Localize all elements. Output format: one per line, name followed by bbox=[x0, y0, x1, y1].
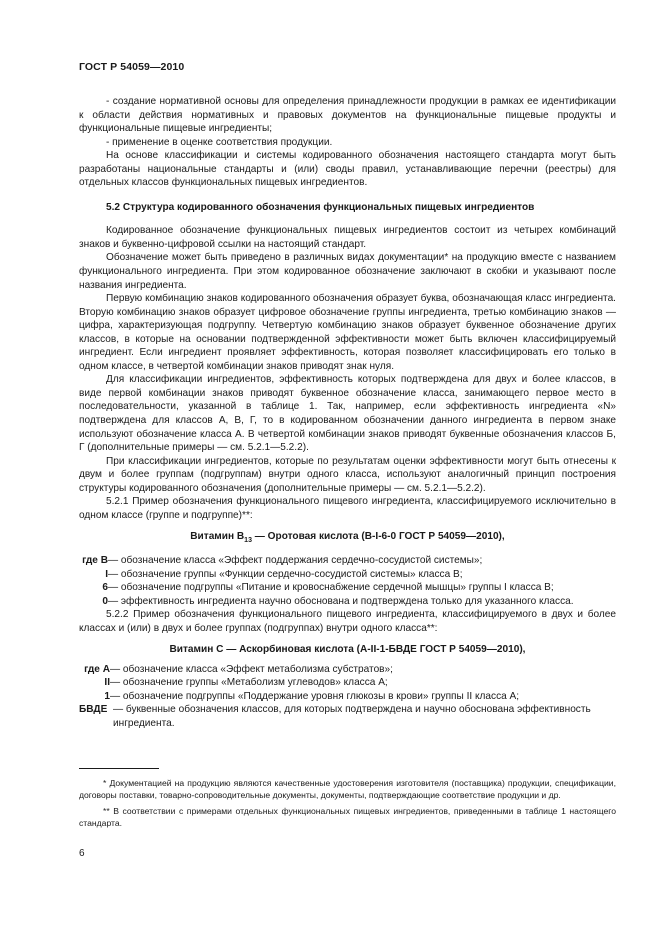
list-desc: — обозначение подгруппы «Питание и кровоснабжение сердечной мышцы» группы I класса В; bbox=[108, 582, 554, 594]
list-item bbox=[79, 581, 616, 595]
list-term: 0 bbox=[102, 595, 108, 607]
paragraph: Первую комбинацию знаков кодированного обозначения образует буква, обозначающая класс ингредиента. Вторую комбинацию знаков образует цифровое обозначение группы ингредиента, третью комбинацию знаков — цифра, характеризующая подгруппу. Четвертую комбинацию знаков образует буквенное обозначение других классов, в которые на основании подтвержденной эффективности может быть включен классифицируемый ингредиент. Если ингредиент проявляет эффективность, которая позволяет классифицировать его только в одном классе, в четвертой комбинации знаков приводят знак нуля. bbox=[79, 293, 616, 372]
list-term: БВДЕ bbox=[79, 704, 108, 716]
list-desc: — эффективность ингредиента научно обоснована и подтверждена только для указанного класса. bbox=[108, 595, 574, 607]
list-item bbox=[79, 676, 616, 690]
paragraph: 5.2.1 Пример обозначения функционального пищевого ингредиента, классифицируемого исключительно в одном классе (группе и подгруппе)**: bbox=[79, 496, 616, 521]
page-number: 6 bbox=[79, 848, 85, 859]
paragraph: - применение в оценке соответствия продукции. bbox=[106, 136, 333, 148]
example-1-subscript: 13 bbox=[244, 537, 252, 545]
example-1-post: — Оротовая кислота (В-I-6-0 ГОСТ Р 54059—2010), bbox=[251, 531, 505, 543]
example-1-pre: Витамин В bbox=[190, 531, 245, 543]
definition-list-2-last bbox=[79, 703, 616, 730]
page-header-title: ГОСТ Р 54059—2010 bbox=[79, 61, 185, 73]
list-desc: — буквенные обозначения классов, для которых подтверждена и научно обоснована эффективность ингредиента. bbox=[113, 704, 591, 729]
example-designation-2: Витамин С — Аскорбиновая кислота (А-II-1-БВДЕ ГОСТ Р 54059—2010), bbox=[169, 644, 526, 656]
paragraph: При классификации ингредиентов, которые по результатам оценки эффективности могут быть отнесены к двум и более группам (подгруппам) внутри одного класса, используют аналогичный принцип построения структуры кодированного обозначения (дополнительные примеры — см. 5.2.1—5.2.2). bbox=[79, 455, 616, 494]
paragraph: Кодированное обозначение функциональных пищевых ингредиентов состоит из четырех комбинаций знаков и буквенно-цифровой ссылки на настоящий стандарт. bbox=[79, 225, 616, 250]
footnote-divider bbox=[79, 768, 159, 769]
footnote: ** В соответствии с примерами отдельных функциональных пищевых ингредиентов, приведенными в таблице 1 настоящего стандарта. bbox=[79, 806, 616, 828]
list-item bbox=[79, 703, 616, 730]
list-item bbox=[79, 568, 616, 582]
list-desc: — обозначение класса «Эффект поддержания сердечно-сосудистой системы»; bbox=[108, 554, 483, 566]
list-desc: — обозначение класса «Эффект метаболизма субстратов»; bbox=[110, 663, 393, 675]
list-desc: — обозначение подгруппы «Поддержание уровня глюкозы в крови» группы II класса А; bbox=[110, 690, 520, 702]
paragraph: Обозначение может быть приведено в различных видах документации* на продукцию вместе с названием функционального ингредиента. При этом кодированное обозначение заключают в скобки и указывают после названия ингредиента. bbox=[79, 252, 616, 291]
list-term: II bbox=[104, 677, 110, 689]
paragraph: На основе классификации и системы кодированного обозначения настоящего стандарта могут быть разработаны национальные стандарты и (или) своды правил, устанавливающие перечни (реестры) для отдельных классов функциональных пищевых ингредиентов. bbox=[79, 150, 616, 189]
example-designation-1 bbox=[79, 530, 616, 548]
list-item bbox=[79, 690, 616, 704]
list-term: где А bbox=[84, 663, 110, 675]
list-term: I bbox=[105, 568, 108, 580]
list-item bbox=[79, 663, 616, 677]
list-item bbox=[79, 595, 616, 609]
definition-list-2 bbox=[79, 663, 616, 704]
list-term: 1 bbox=[104, 690, 110, 702]
list-term: где В bbox=[82, 554, 108, 566]
list-desc: — обозначение группы «Метаболизм углеводов» класса А; bbox=[110, 677, 388, 689]
main-text bbox=[79, 95, 616, 731]
list-desc: — обозначение группы «Функции сердечно-сосудистой системы» класса В; bbox=[108, 568, 463, 580]
paragraph: Для классификации ингредиентов, эффективность которых подтверждена для двух и более классов, в виде первой комбинации знаков приводят буквенное обозначение класса, занимающего первое место в последовательности, указанной в таблице 1. Так, например, если эффективность ингредиента «N» подтверждена для классов А, В, Г, то в кодированном обозначении данного ингредиента в первом знаке используют обозначение класса А. В четвертой комбинации знаков приводят буквенные обозначения классов Б, Г (дополнительные примеры — см. 5.2.1—5.2.2). bbox=[79, 374, 616, 454]
list-term: 6 bbox=[102, 582, 108, 594]
footnote: * Документацией на продукцию являются качественные удостоверения изготовителя (поставщика) продукции, спецификации, договоры поставки, товарно-сопроводительные документы, документы, подтверждающие соответствие продукции и др. bbox=[79, 778, 616, 800]
list-item bbox=[79, 554, 616, 568]
definition-list-1 bbox=[79, 554, 616, 608]
section-heading: 5.2 Структура кодированного обозначения функциональных пищевых ингредиентов bbox=[106, 201, 535, 213]
footnotes bbox=[79, 778, 616, 834]
paragraph: 5.2.2 Пример обозначения функционального пищевого ингредиента, классифицируемого в двух и более классах и (или) в двух и более группах (подгруппах) внутри одного класса**: bbox=[79, 609, 616, 634]
paragraph: - создание нормативной основы для определения принадлежности продукции в рамках ее идентификации к области действия нормативных и правовых документов на функциональные пищевые продукты и функциональные пищевые ингредиенты; bbox=[79, 96, 616, 135]
